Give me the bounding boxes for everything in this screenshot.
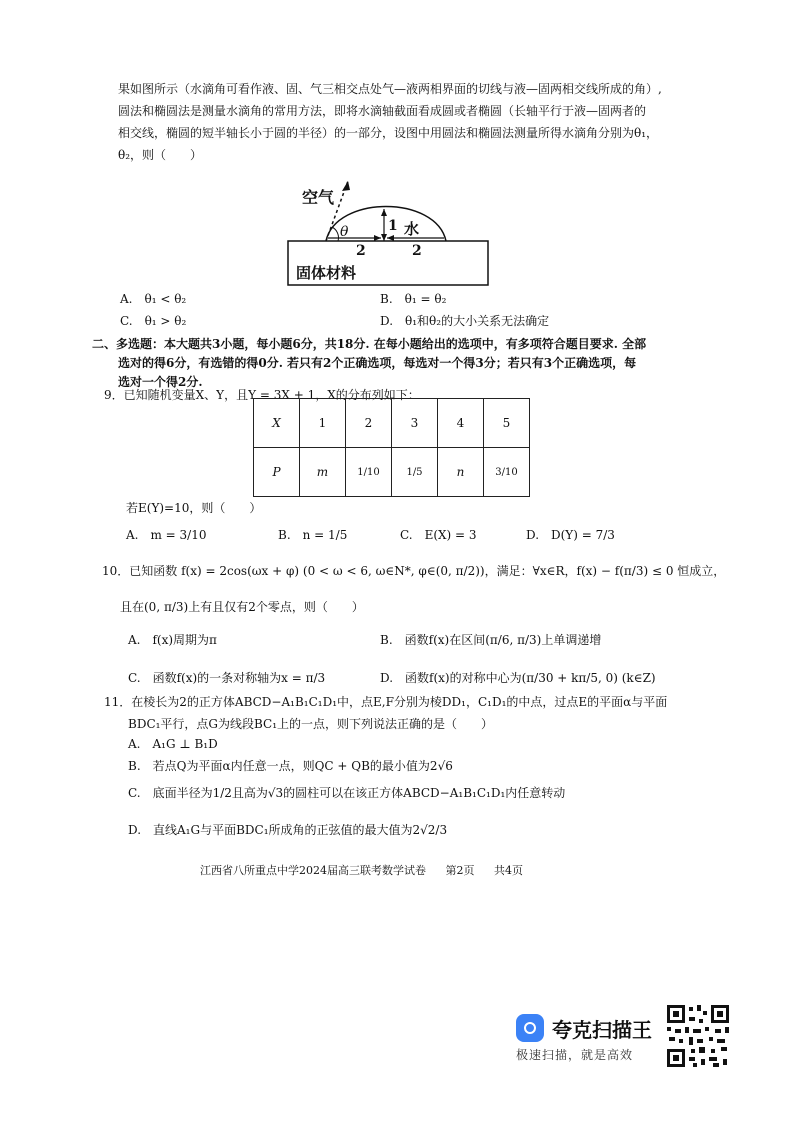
table-row [254, 448, 530, 497]
section2-line3: 选对一个得2分. [118, 375, 203, 389]
q8-option-d: D. θ₁和θ₂的大小关系无法确定 [380, 314, 550, 328]
q8-line4: θ₂，则（ ） [118, 148, 203, 162]
q10-option-b: B. 函数f(x)在区间(π/6, π/3)上单调递增 [380, 633, 602, 647]
footer-page-number: 第2页 [445, 864, 475, 877]
q8-option-a: A. θ₁ < θ₂ [120, 292, 187, 306]
page-footer [200, 862, 539, 878]
q10-line1: 10．已知函数 f(x) = 2cos(ωx + φ) (0 < ω < 6, ω∈N*, φ∈(0, π/2))，满足：∀x∈R，f(x) − f(π/3) ≤ 0 恒成立， [102, 564, 726, 578]
section2-line1: 二、多选题：本大题共3小题，每小题6分，共18分. 在每小题给出的选项中，有多项符合题目要求. 全部 [92, 337, 647, 351]
q10-line2: 且在(0, π/3)上有且仅有2个零点，则（ ） [120, 600, 364, 614]
figure-left-length: 2 [356, 243, 366, 259]
table-cell: 2 [346, 399, 392, 448]
qr-code-icon [665, 1003, 731, 1069]
footer-title: 江西省八所重点中学2024届高三联考数学试卷 [200, 864, 426, 877]
table-cell: n [438, 448, 484, 497]
q10-option-a: A. f(x)周期为π [128, 633, 217, 647]
q8-line1: 果如图所示（水滴角可看作液、固、气三相交点处气—液两相界面的切线与液—固两相交线所成的角）, [118, 82, 662, 96]
q10-option-d: D. 函数f(x)的对称中心为(π/30 + kπ/5, 0) (k∈Z) [380, 671, 656, 685]
q8-line3: 相交线，椭圆的短半轴长小于圆的半径）的一部分，设图中用圆法和椭圆法测量所得水滴角分别为θ₁， [118, 126, 659, 140]
table-cell: X [254, 399, 300, 448]
q11-option-d: D. 直线A₁G与平面BDC₁所成角的正弦值的最大值为2√2/3 [128, 823, 448, 837]
distribution-table [253, 398, 530, 497]
table-cell: m [300, 448, 346, 497]
table-cell: 1/10 [346, 448, 392, 497]
figure-right-length: 2 [412, 243, 422, 259]
table-cell: 1 [300, 399, 346, 448]
figure-air-label: 空气 [302, 188, 335, 207]
scanner-watermark [512, 1010, 662, 1070]
figure-theta-label: θ [340, 224, 349, 240]
table-cell: 5 [484, 399, 530, 448]
q9-option-d: D. D(Y) = 7/3 [526, 528, 615, 542]
scanner-slogan: 极速扫描，就是高效 [516, 1048, 634, 1062]
table-cell: P [254, 448, 300, 497]
q9-condition: 若E(Y)=10，则（ ） [126, 501, 262, 515]
q9-stem: 9．已知随机变量X、Y，且Y = 3X + 1，X的分布列如下： [104, 388, 420, 402]
table-row [254, 399, 530, 448]
figure-solid-label: 固体材料 [296, 264, 357, 282]
table-cell: 3 [392, 399, 438, 448]
q11-line2: BDC₁平行，点G为线段BC₁上的一点，则下列说法正确的是（ ） [128, 717, 494, 731]
q8-option-c: C. θ₁ > θ₂ [120, 314, 187, 328]
table-cell: 1/5 [392, 448, 438, 497]
table-cell: 4 [438, 399, 484, 448]
figure-water-label: 水 [404, 220, 420, 238]
q11-option-b: B. 若点Q为平面α内任意一点，则QC + QB的最小值为2√6 [128, 759, 453, 773]
q10-option-c: C. 函数f(x)的一条对称轴为x = π/3 [128, 671, 326, 685]
q8-option-b: B. θ₁ = θ₂ [380, 292, 447, 306]
q11-option-c: C. 底面半径为1/2且高为√3的圆柱可以在该正方体ABCD−A₁B₁C₁D₁内任意转动 [128, 786, 566, 800]
q8-line2: 圆法和椭圆法是测量水滴角的常用方法，即将水滴轴截面看成圆或者椭圆（长轴平行于液—固两者的 [118, 104, 647, 118]
q9-option-b: B. n = 1/5 [278, 528, 348, 542]
q9-option-a: A. m = 3/10 [126, 528, 207, 542]
q11-option-a: A. A₁G ⊥ B₁D [128, 737, 218, 751]
scanner-brand-name: 夸克扫描王 [552, 1018, 652, 1042]
figure-height-label: 1 [388, 218, 398, 234]
footer-total-pages: 共4页 [494, 864, 523, 877]
q9-option-c: C. E(X) = 3 [400, 528, 477, 542]
q11-line1: 11．在棱长为2的正方体ABCD−A₁B₁C₁D₁中，点E,F分别为棱DD₁，C₁D₁的中点，过点E的平面α与平面 [104, 695, 668, 709]
section2-line2: 选对的得6分，有选错的得0分. 若只有2个正确选项，每选对一个得3分；若只有3个正确选项，每 [118, 356, 637, 370]
table-cell: 3/10 [484, 448, 530, 497]
scanner-logo-icon [516, 1014, 544, 1042]
